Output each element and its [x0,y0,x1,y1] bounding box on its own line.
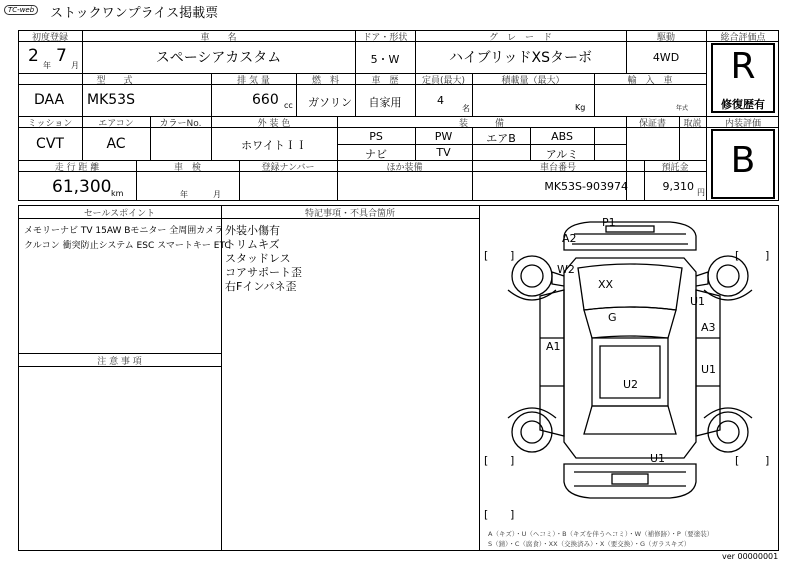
header-mileage: 走 行 距 離 [54,163,100,173]
equip-airbag: エアB [486,132,516,145]
remark-line: スタッドレス [225,252,291,265]
header-load: 積載量（最大） [501,76,565,86]
reg-year-unit: 年 [43,61,51,70]
svg-text:[: [ [735,454,740,467]
header-fuel: 燃 料 [311,76,339,86]
diagram-label-p1: P1 [602,216,616,229]
chassis-number: MK53S-903974 [544,180,628,193]
legend-line: S（錆）・C（腐食）・XX（交換済み）・X（要交換）・G（ガラスキズ） [488,540,691,548]
interior-grade: B [730,140,756,181]
header-use: 車 歴 [371,76,399,86]
inspection-month-unit: 月 [213,190,221,199]
header-other-equipment: ほか装備 [386,163,423,173]
equip-tv: TV [436,146,451,159]
header-displacement: 排 気 量 [237,76,270,86]
repair-history: 修復歴有 [721,98,765,111]
capacity: 4 [437,94,444,107]
model-prefix: DAA [34,92,65,108]
km-unit: km [111,189,124,198]
diagram-label-u2: U2 [623,378,639,391]
grade-name: ハイブリッドXSターボ [449,50,592,66]
remark-line: トリムキズ [225,238,280,251]
deposit: 9,310 [662,180,694,193]
reg-era-year: 2 [28,46,39,66]
cc-unit: cc [284,101,293,110]
equip-abs: ABS [551,130,573,143]
sales-line: メモリーナビ TV 15AW Bモニター 全周囲カメラ [24,226,224,236]
diagram-label-w2: W2 [557,263,575,276]
svg-text:]: ] [765,454,770,467]
svg-text:]: ] [765,249,770,262]
car-name: スペーシアカスタム [155,50,282,66]
diagram-label-u1-rear: U1 [650,452,666,465]
diagram-label-g: G [608,311,617,324]
drive-type: 4WD [652,51,680,64]
total-grade: R [730,46,756,87]
header-mission: ミッション [27,119,73,129]
equip-ps: PS [369,130,383,143]
header-door: ドア・形状 [362,33,408,43]
svg-text:[: [ [735,249,740,262]
legend-line: A（キズ）・U（ヘコミ）・B（キズを伴うヘコミ）・W（補修跡）・P（要塗装） [488,530,714,538]
fuel: ガソリン [308,96,352,109]
header-drive: 駆動 [656,33,675,43]
use-type: 自家用 [368,96,402,109]
header-manual: 取説 [683,119,702,129]
reg-month-unit: 月 [71,61,79,70]
header-color: 外 装 色 [257,119,291,129]
header-ac: エアコン [98,119,134,129]
svg-text:]: ] [510,249,515,262]
header-model: 型 式 [96,76,133,86]
logo: TC-web [4,5,38,15]
header-chassis: 車台番号 [539,163,576,173]
remark-line: 右Fインパネ歪 [225,280,297,293]
header-deposit: 預託金 [661,163,689,173]
exterior-color: ホワイトＩＩ [241,139,307,152]
header-capacity: 定員(最大) [421,76,466,86]
kg-unit: Kg [575,103,586,112]
ac: AC [106,136,126,152]
svg-text:[: [ [484,508,489,521]
header-warranty: 保証書 [638,119,666,129]
reg-month: 7 [56,46,67,66]
car-damage-diagram [480,206,778,550]
svg-text:[: [ [484,249,489,262]
svg-text:[: [ [484,454,489,467]
equip-alloy: アルミ [545,148,579,161]
remark-line: コアサポート歪 [225,266,302,279]
door-shape: 5・W [370,53,400,66]
model-code: MK53S [87,92,135,108]
sales-line: クルコン 衝突防止システム ESC スマートキー ETC [24,241,231,251]
header-import: 輸 入 車 [627,76,673,86]
header-plate: 登録ナンバー [261,163,315,173]
inspection-year-unit: 年 [180,190,188,199]
svg-text:]: ] [510,454,515,467]
diagram-label-xx: XX [598,278,614,291]
diagram-label-u1-right-front: U1 [690,295,706,308]
capacity-unit: 名 [462,104,470,113]
remarks-title: 特記事項・不具合箇所 [304,209,395,219]
yen-unit: 円 [697,188,705,197]
version-label: ver 00000001 [722,552,779,561]
sales-point-title: セールスポイント [83,209,156,219]
header-interior-grade: 内装評価 [724,119,761,129]
header-first-registration: 初度登録 [31,33,68,43]
equip-pw: PW [434,130,453,143]
notes-title: 注 意 事 項 [97,357,142,367]
header-color-no: カラーNo. [159,119,202,129]
diagram-label-a3: A3 [701,321,716,334]
diagram-label-a1: A1 [546,340,561,353]
header-car-name: 車 名 [200,33,237,43]
mileage: 61,300 [52,177,112,197]
remark-line: 外装小傷有 [225,224,280,237]
equip-navi: ナビ [365,148,387,161]
diagram-label-u1-right-rear: U1 [701,363,717,376]
year-model-label: 年式 [676,105,689,112]
mission: CVT [36,136,64,152]
header-equipment: 装 備 [458,119,504,129]
header-grade: グ レ ー ド [488,33,552,43]
svg-text:]: ] [510,508,515,521]
diagram-label-a2: A2 [562,232,577,245]
page-title: ストックワンプライス掲載票 [50,6,219,21]
header-total-grade: 総合評価点 [720,33,766,43]
header-inspection: 車 検 [173,163,201,173]
displacement: 660 [252,92,279,108]
